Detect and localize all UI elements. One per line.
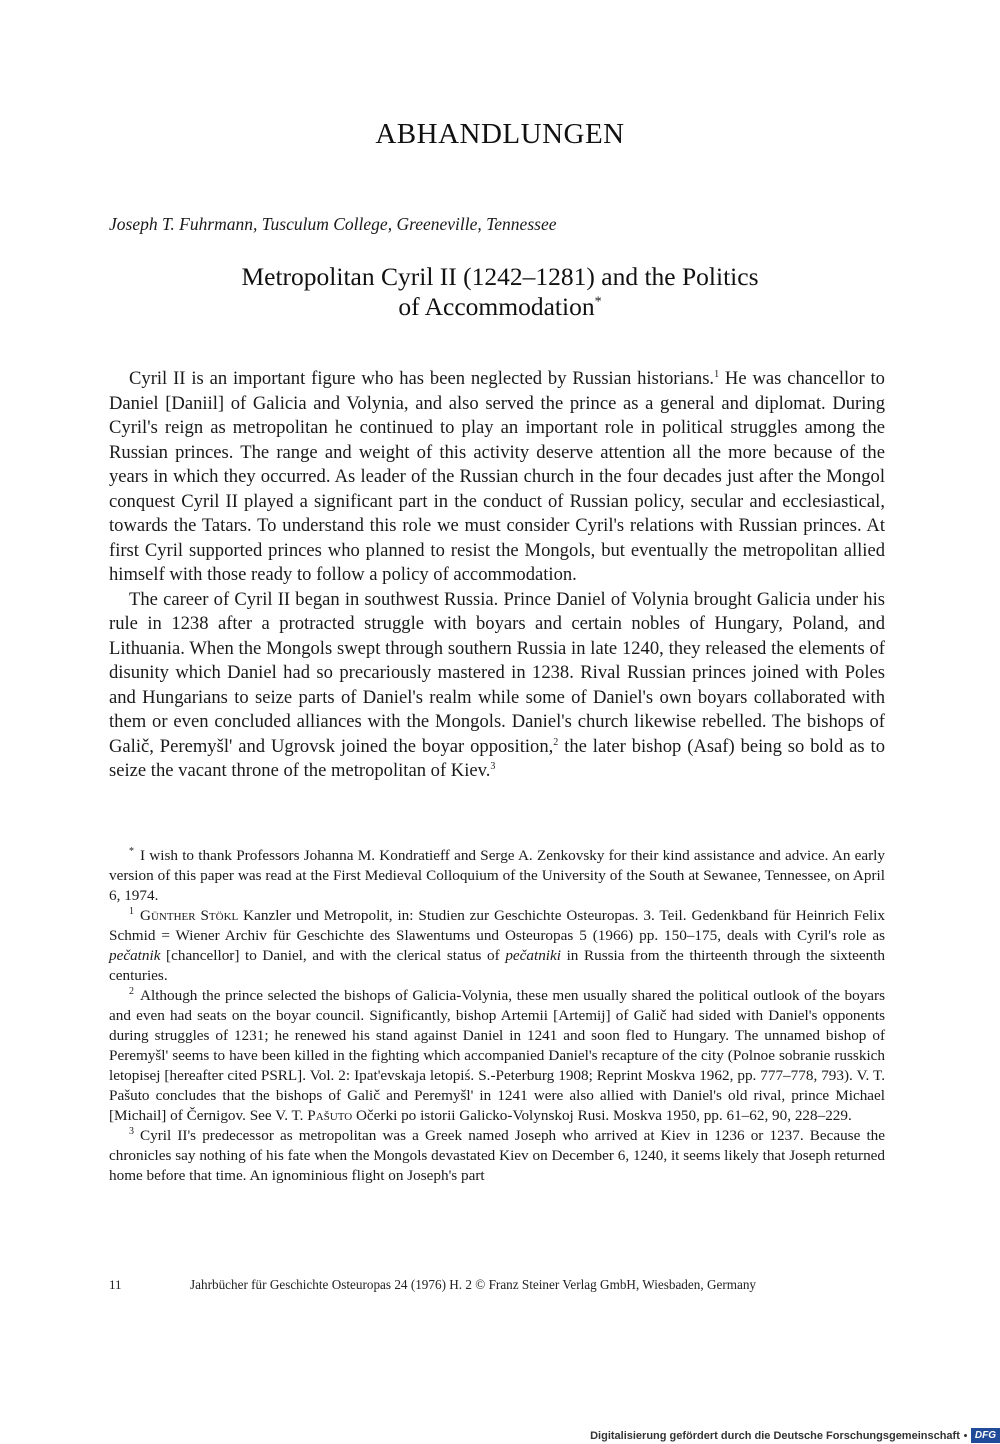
cited-author: Pašuto <box>307 1107 353 1124</box>
footnote-ref-1: 1 <box>714 368 720 380</box>
author-line: Joseph T. Fuhrmann, Tusculum College, Greeneville, Tennessee <box>109 214 557 234</box>
digitization-text: Digitalisierung gefördert durch die Deutsche Forschungsgemeinschaft <box>590 1429 960 1442</box>
cited-author: Günther Stökl <box>140 907 239 924</box>
article-body <box>109 367 885 784</box>
footnote-star: * I wish to thank Professors Johanna M. Kondratieff and Serge A. Zenkovsky for their kind assistance and advice. An early version of this paper was read at the First Medieval Colloquium of the University of the South at Sewanee, Tennessee, on April 6, 1974. <box>109 845 885 904</box>
separator-dot <box>964 1434 967 1437</box>
section-heading: ABHANDLUNGEN <box>375 118 625 150</box>
page-number: 11 <box>109 1277 122 1292</box>
body-paragraph-1: Cyril II is an important figure who has been neglected by Russian historians.$^1$ He was chancellor to Daniel [Daniil] of Galicia and Volynia, and also served the prince as a general and diplomat. During Cyril's reign as metropolitan he continued to play an important role in political struggles among the Russian princes. The range and weight of this activity deserve attention all the more because of the years in which they occurred. As leader of the Russian church in the four decades just after the Mongol conquest Cyril II played a significant part in the conduct of Russian policy, secular and ecclesiastical, towards the Tatars. To understand this role we must consider Cyril's relations with Russian princes. At first Cyril supported princes who planned to resist the Mongols, but eventually the metropolitan allied himself with those ready to follow a policy of accommodation. <box>109 368 885 585</box>
footnote-1: $^1$ Günther Stökl Kanzler und Metropolit, in: Studien zur Geschichte Osteuropas. 3. Teil. Gedenkband für Heinrich Felix Schmid = Wiener Archiv für Geschichte des Slawentums und Osteuropas 5 (1966) pp. 150–175, deals with Cyril's role as pečatnik [chancellor] to Daniel, and with the clerical status of pečatniki in Russia from the thirteenth through the sixteenth centuries. <box>109 905 886 984</box>
footnote-ref-3: 3 <box>490 760 496 772</box>
journal-citation: Jahrbücher für Geschichte Osteuropas 24 (1976) H. 2 © Franz Steiner Verlag GmbH, Wiesbaden, Germany <box>190 1277 757 1292</box>
footnote-3: $^3$ Cyril II's predecessor as metropolitan was a Greek named Joseph who arrived at Kiev in 1236 or 1237. Because the chronicles say nothing of his fate when the Mongols devastated Kiev on December 6, 1240, it seems likely that Joseph returned home before that time. An ignominious flight on Joseph's part <box>109 1125 885 1184</box>
dfg-logo: DFG <box>971 1428 1000 1443</box>
title-line-2: of Accommodation <box>398 292 595 321</box>
article-title <box>140 262 860 322</box>
footnotes <box>109 846 885 1186</box>
body-paragraph-2: The career of Cyril II began in southwest Russia. Prince Daniel of Volynia brought Galicia under his rule in 1238 after a protracted struggle with boyars and certain nobles of Hungary, Poland, and Lithuania. When the Mongols swept through southern Russia in late 1240, they released the elements of disunity which Daniel had so precariously mastered in 1238. Rival Russian princes joined with Poles and Hungarians to seize parts of Daniel's realm while some of Daniel's own boyars collaborated with them or even concluded alliances with the Mongols. Daniel's church likewise rebelled. The bishops of Galič, Peremyšl' and Ugrovsk joined the boyar opposition,$^2$ the later bishop (Asaf) being so bold as to seize the vacant throne of the metropolitan of Kiev.$^3$ <box>109 588 885 781</box>
title-footnote-marker: * <box>594 294 602 310</box>
footnote-2: $^2$ Although the prince selected the bishops of Galicia-Volynia, these men usually shared the political outlook of the boyars and even had seats on the boyar council. Significantly, bishop Artemii [Artemij] of Galič had sided with Daniel's opponents during struggles of 1231; he renewed his stand against Daniel in 1241 and soon fled to Hungary. The unnamed bishop of Peremyšl' seems to have been killed in the fighting which accompanied Daniel's recapture of the city (Polnoe sobranie russkich letopisej [hereafter cited PSRL]. Vol. 2: Ipat'evskaja letopiś. S.-Peterburg 1908; Reprint Moskva 1962, pp. 777–778, 793). V. T. Pašuto concludes that the bishops of Galič and Peremyšl' in 1241 were also allied with Daniel's old rival, prince Michael [Michail] of Černigov. See V. T. Pašuto Očerki po istorii Galicko-Volynskoj Rusi. Moskva 1950, pp. 61–62, 90, 228–229. <box>109 985 885 1124</box>
title-line-1: Metropolitan Cyril II (1242–1281) and the Politics <box>241 262 759 291</box>
footnote-ref-2: 2 <box>553 736 559 748</box>
digitization-notice <box>590 1427 1000 1444</box>
